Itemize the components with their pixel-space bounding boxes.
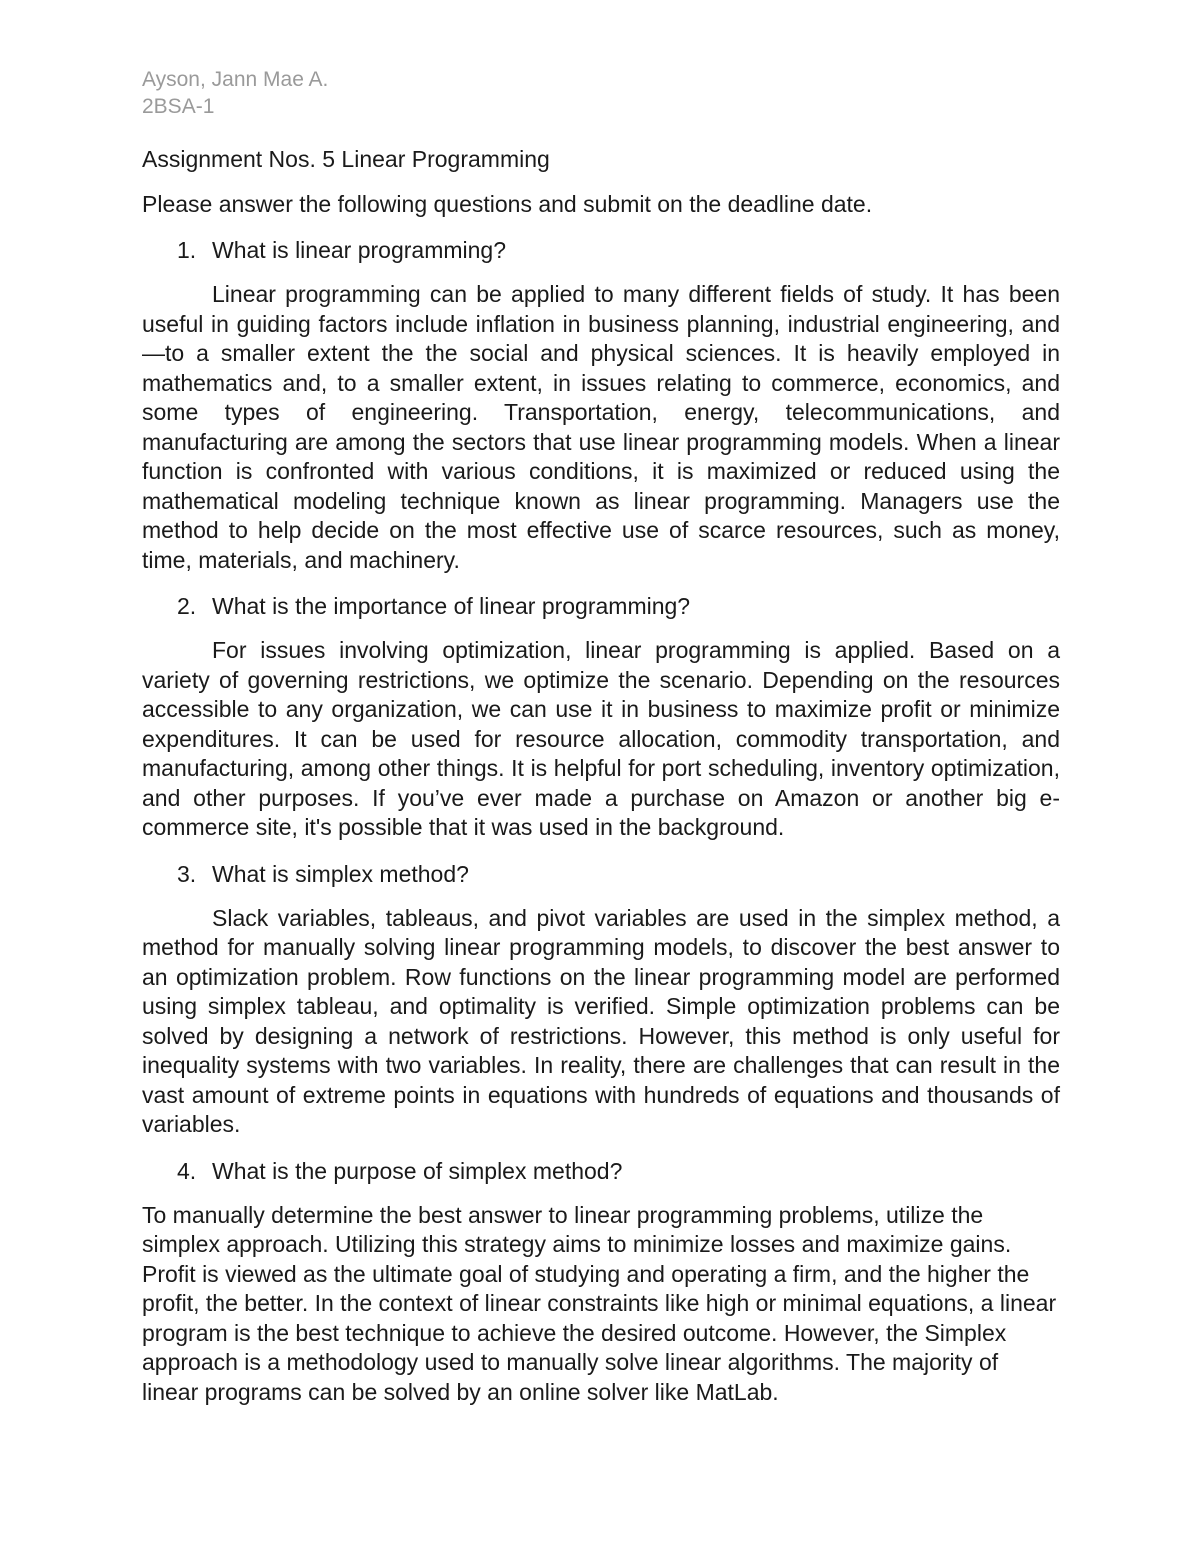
question-number: 4. <box>177 1157 197 1184</box>
answer-2: For issues involving optimization, linear programming is applied. Based on a variety of governing restrictions, we optimize the scenario. Depending on the resources accessible to any organization, we can use it in business to maximize profit or minimize expenditures. It can be used for resource allocation, commodity transportation, and manufacturing, among other things. It is helpful for port scheduling, inventory optimization, and other purposes. If you’ve ever made a purchase on Amazon or another big e-commerce site, it's possible that it was used in the background. <box>142 637 1060 840</box>
question-number: 3. <box>177 860 197 887</box>
question-block-4 <box>142 1156 1060 1408</box>
instructions: Please answer the following questions and submit on the deadline date. <box>142 191 873 217</box>
question-block-1 <box>142 235 1060 575</box>
answer-3: Slack variables, tableaus, and pivot variables are used in the simplex method, a method for manually solving linear programming models, to discover the best answer to an optimization problem. Row functions on the linear programming model are performed using simplex tableau, and optimality is verified. Simple optimization problems can be solved by designing a network of restrictions. However, this method is only useful for inequality systems with two variables. In reality, there are challenges that can result in the vast amount of extreme points in equations with hundreds of equations and thousands of variables. <box>142 904 1060 1137</box>
question-text: What is simplex method? <box>212 860 469 887</box>
question-2 <box>142 591 1060 621</box>
assignment-title: Assignment Nos. 5 Linear Programming <box>142 146 550 172</box>
question-block-3 <box>142 859 1060 1140</box>
question-4 <box>142 1156 1060 1186</box>
question-block-2 <box>142 591 1060 843</box>
answer-4: To manually determine the best answer to linear programming problems, utilize the simplex approach. Utilizing this strategy aims to minimize losses and maximize gains. Profit is viewed as the ultimate goal of studying and operating a firm, and the higher the profit, the better. In the context of linear constraints like high or minimal equations, a linear program is the best technique to achieve the desired outcome. However, the Simplex approach is a methodology used to manually solve linear algorithms. The majority of linear programs can be solved by an online solver like MatLab. <box>142 1201 1057 1405</box>
document-page <box>142 66 1060 1407</box>
student-name: Ayson, Jann Mae A. <box>142 68 329 91</box>
question-text: What is linear programming? <box>212 237 507 263</box>
question-text: What is the importance of linear programming? <box>212 593 691 619</box>
answer-1: Linear programming can be applied to many different fields of study. It has been useful in guiding factors include inflation in business planning, industrial engineering, and—to a smaller extent the the social and physical sciences. It is heavily employed in mathematics and, to a smaller extent, in issues relating to commerce, economics, and some types of engineering. Transportation, energy, telecommunications, and manufacturing are among the sectors that use linear programming models. When a linear function is confronted with various conditions, it is maximized or reduced using the mathematical modeling technique known as linear programming. Managers use the method to help decide on the most effective use of scarce resources, such as money, time, materials, and machinery. <box>142 281 1060 573</box>
question-text: What is the purpose of simplex method? <box>212 1157 623 1184</box>
question-number: 2. <box>177 593 197 619</box>
question-3 <box>142 859 1060 889</box>
student-section: 2BSA-1 <box>142 95 215 118</box>
question-number: 1. <box>177 237 197 263</box>
question-1 <box>142 235 1060 265</box>
